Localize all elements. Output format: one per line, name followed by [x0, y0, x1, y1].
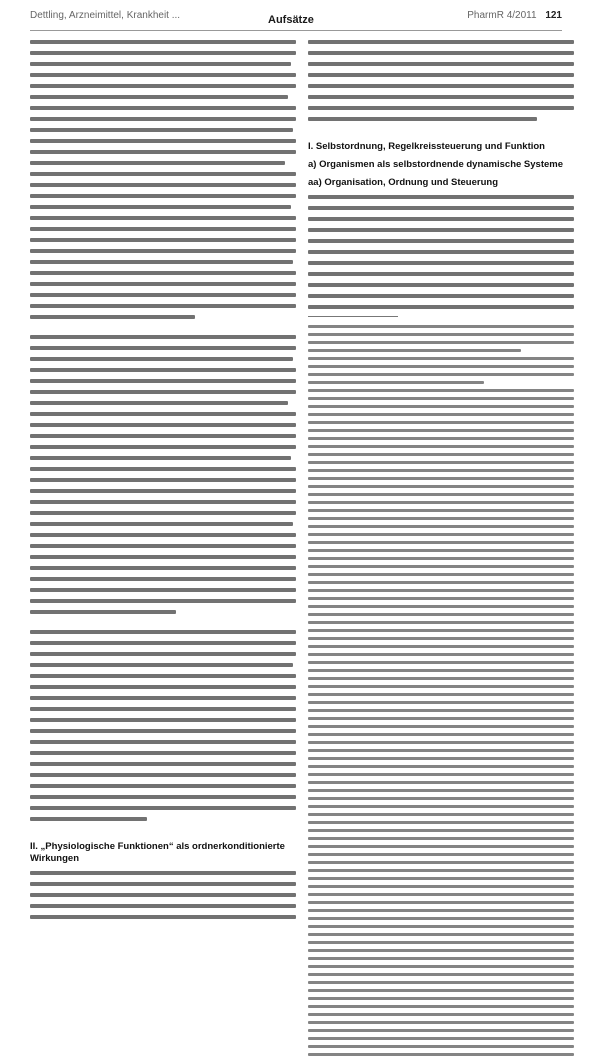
paragraph — [30, 40, 296, 319]
paragraph — [308, 40, 574, 121]
left-column — [30, 40, 296, 926]
subsubsection-heading: aa) Organisation, Ordnung und Steuerung — [308, 177, 499, 188]
right-column — [308, 40, 574, 1061]
paragraph — [30, 871, 296, 919]
journal-issue: PharmR 4/2011 — [467, 10, 537, 21]
footnote-rule — [308, 316, 398, 317]
section-heading: I. Selbstordnung, Regelkreissteuerung und Funktion — [308, 141, 545, 152]
paragraph — [30, 335, 296, 614]
header-rule — [30, 30, 562, 31]
running-head-section: Aufsätze — [268, 14, 314, 26]
paragraph — [30, 630, 296, 821]
page-number: 121 — [545, 10, 562, 21]
section-heading: II. „Physiologische Funktionen“ als ordnerkonditionierte Wirkungen — [30, 841, 285, 864]
footnotes — [308, 325, 574, 1056]
paragraph — [308, 195, 574, 309]
running-head-author: Dettling, Arzneimittel, Krankheit ... — [30, 10, 181, 21]
running-head-journal — [467, 10, 562, 21]
subsection-heading: a) Organismen als selbstordnende dynamische Systeme — [308, 159, 564, 170]
